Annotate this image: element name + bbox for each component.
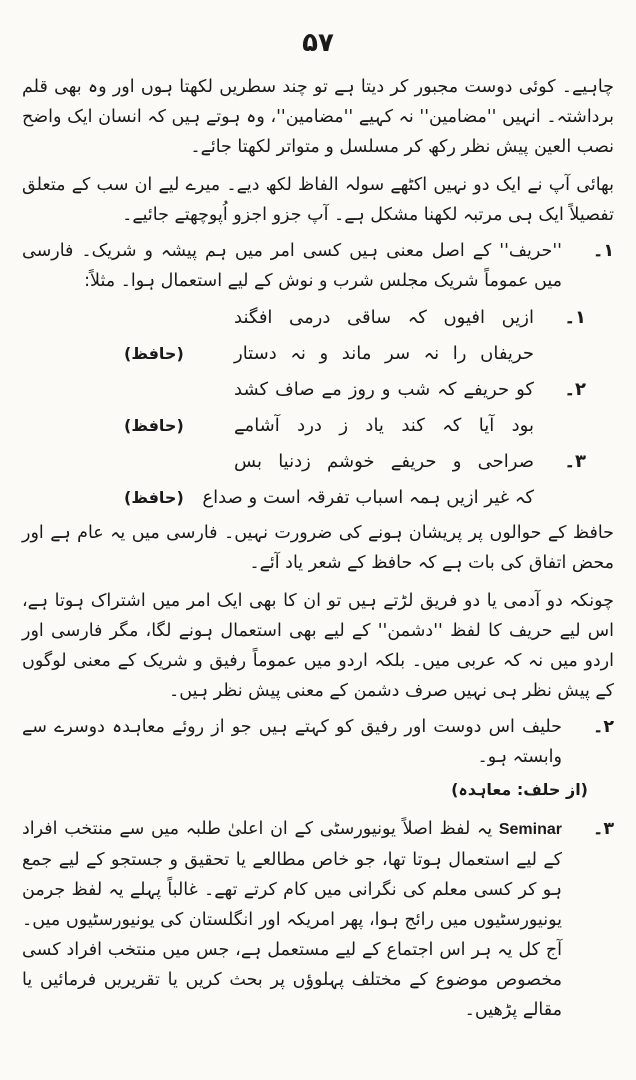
verse-line (114, 408, 534, 444)
couplet-lines (114, 372, 534, 444)
verse-line (114, 444, 534, 480)
verse-attribution: (حافظ) (124, 488, 184, 507)
item-3-body (22, 814, 562, 1025)
verse-attribution: (حافظ) (124, 416, 184, 435)
couplet-number: ۲۔ (564, 379, 586, 400)
verse-attribution: (حافظ) (124, 344, 184, 363)
item-3-text: یہ لفظ اصلاً یونیورسٹی کے ان اعلیٰ طلبہ میں سے منتخب افراد کے لیے استعمال ہوتا تھا، جو خاص مطالعے یا تحقیق و جستجو کے لیے جمع ہو کر کسی معلم کی نگرانی میں کام کرتے تھے۔ غالباً پہلے یہ لفظ جرمن یونیورسٹیوں میں رائج ہوا، پھر امریکہ اور انگلستان کی یونیورسٹیوں میں۔ آج کل یہ ہر اس اجتماع کے لیے مستعمل ہے، جس میں منتخب افراد کسی مخصوص موضوع کے مختلف پہلوؤں پر بحث کریں یا تقریریں فرمائیں یا مقالے پڑھیں۔ (22, 819, 562, 1020)
verse-text: بود آیا کہ کند یاد ز درد آشامے (234, 415, 534, 436)
couplet-lines (114, 300, 534, 372)
verse-line (114, 300, 534, 336)
verse-text: ازیں افیوں کہ ساقی درمی افگند (234, 307, 534, 328)
item-2-number: ۲۔ (593, 717, 614, 737)
couplet-number: ۱۔ (564, 307, 586, 328)
verse-line (114, 336, 534, 372)
page-number: ۵۷ (302, 28, 334, 58)
item-1-text: ''حریف'' کے اصل معنی ہیں کسی امر میں ہم پیشہ و شریک۔ فارسی میں عموماً شریک مجلس شرب و نوش کے لیے استعمال ہوا۔ مثلاً: (22, 241, 562, 291)
item-2 (22, 712, 614, 772)
couplet-lines (114, 444, 534, 516)
verse-text: حریفاں را نہ سر ماند و نہ دستار (234, 343, 534, 364)
couplet (22, 444, 614, 516)
couplet-number: ۳۔ (564, 451, 586, 472)
paragraph-three: حافظ کے حوالوں پر پریشان ہونے کی ضرورت نہیں۔ فارسی میں یہ عام ہے اور محض اتفاق کی بات ہے کہ حافظ کے شعر یاد آئے۔ (22, 523, 614, 573)
verse-line (114, 372, 534, 408)
item-2-text: حلیف اس دوست اور رفیق کو کہتے ہیں جو از روئے معاہدہ دوسرے سے وابستہ ہو۔ (22, 717, 562, 767)
verse-text: کو حریفے کہ شب و روز مے صاف کشد (234, 379, 534, 400)
seminar-term: Seminar (498, 821, 562, 838)
poem-block (22, 300, 614, 516)
couplet (22, 372, 614, 444)
paragraph-four: چونکہ دو آدمی یا دو فریق لڑتے ہیں تو ان کا بھی ایک امر میں اشتراک ہوتا ہے، اس لیے حریف کا لفظ ''دشمن'' کے لیے بھی استعمال ہونے لگا، مگر فارسی اور اردو میں نہ کہ عربی میں۔ بلکہ اردو میں عموماً رفیق و شریک کے معنی لوگوں کے پیش نظر ہی نہیں صرف دشمن کے معنی پیش نظر ہیں۔ (22, 591, 614, 701)
item-1-number: ۱۔ (593, 241, 614, 261)
verse-line (114, 480, 534, 516)
paragraph-two: بھائی آپ نے ایک دو نہیں اکٹھے سولہ الفاظ لکھ دیے۔ میرے لیے ان سب کے متعلق تفصیلاً ایک ہی مرتبہ لکھنا مشکل ہے۔ آپ جزو اجزو اُپوچھتے جائیے۔ (22, 175, 614, 225)
verse-text: صراحی و حریفے خوشم زدنیا بس (234, 451, 534, 472)
item-3-number: ۳۔ (593, 819, 614, 839)
intro-paragraph: چاہیے۔ کوئی دوست مجبور کر دیتا ہے تو چند سطریں لکھتا ہوں اور وہ بھی قلم برداشتہ۔ انہیں ''مضامین'' نہ کہیے ''مضامین''، وہ ہوتے ہیں کہ انسان ایک واضح نصب العین پیش نظر رکھ کر مسلسل و متواتر لکھتا جائے۔ (22, 77, 614, 157)
item-2-source: (از حلف: معاہدہ) (451, 780, 588, 799)
couplet (22, 300, 614, 372)
item-1 (22, 236, 614, 296)
item-3 (22, 814, 614, 1025)
verse-text: کہ غیر ازیں ہمہ اسباب تفرقہ است و صداع (202, 487, 534, 508)
